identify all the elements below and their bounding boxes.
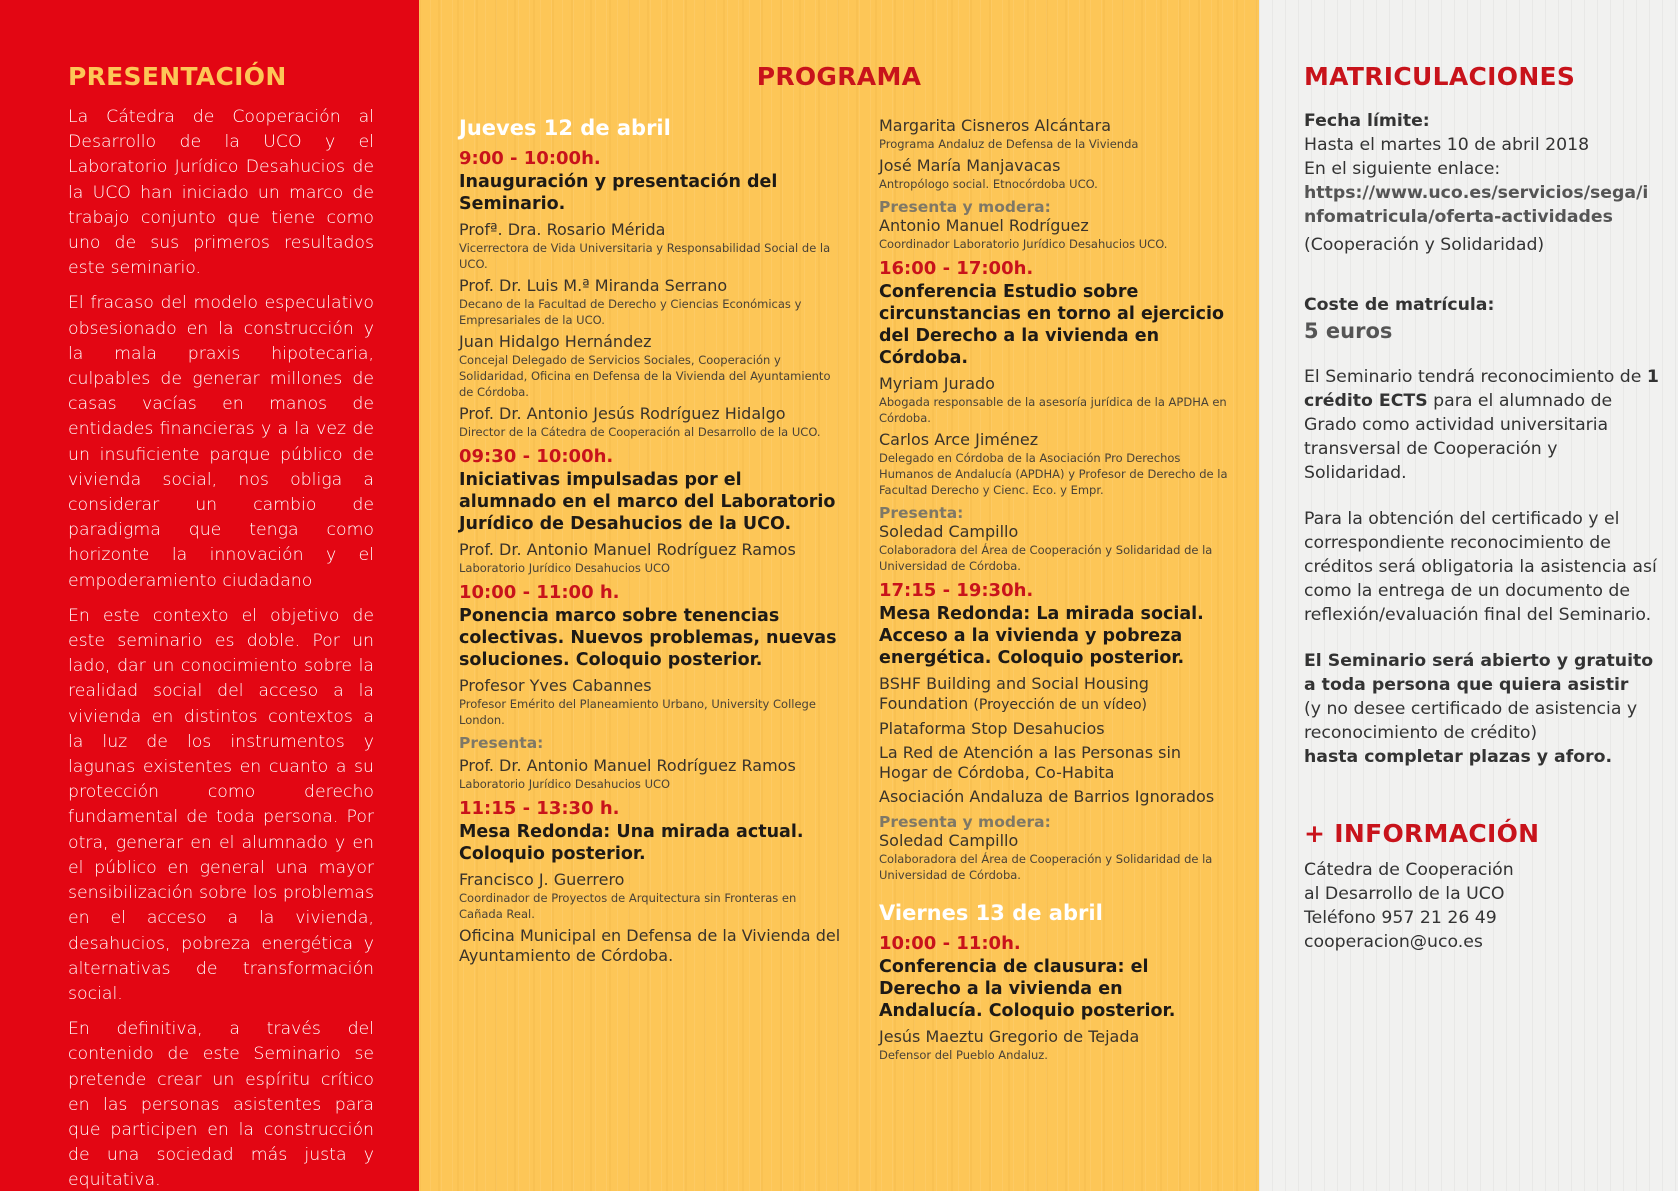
speaker-role: Concejal Delegado de Servicios Sociales, Cooperación y Solidaridad, Oficina en Defensa de la Vivienda del Ayuntamiento de Córdoba.	[459, 353, 831, 399]
presentacion-heading: PRESENTACIÓN	[68, 62, 287, 91]
contact-line: al Desarrollo de la UCO	[1304, 884, 1505, 904]
certificate-info: Para la obtención del certificado y el correspondiente reconocimiento de créditos será obligatoria la asistencia así como la entrega de un documento de reflexión/evaluación final del Seminario.	[1304, 509, 1657, 625]
speaker-name: Profesor Yves Cabannes	[459, 676, 652, 695]
speaker-name: Carlos Arce Jiménez	[879, 430, 1039, 449]
speaker-name: Jesús Maeztu Gregorio de Tejada	[879, 1027, 1140, 1046]
session-title: Ponencia marco sobre tenencias colectivas. Nuevos problemas, nuevas soluciones. Coloquio posterior.	[459, 606, 837, 670]
session-title: Mesa Redonda: Una mirada actual. Coloquio posterior.	[459, 822, 804, 864]
deadline-value: Hasta el martes 10 de abril 2018	[1304, 135, 1590, 155]
informacion-heading: + INFORMACIÓN	[1304, 819, 1540, 848]
speaker-role: Laboratorio Jurídico Desahucios UCO	[459, 561, 671, 575]
speaker-name: Prof. Dr. Antonio Manuel Rodríguez Ramos	[459, 540, 796, 559]
speaker-name: José María Manjavacas	[879, 156, 1061, 175]
programa-column-left	[459, 116, 841, 966]
presentacion-panel	[0, 0, 419, 1191]
session	[879, 580, 1231, 883]
speaker-name: Asociación Andaluza de Barrios Ignorados	[879, 787, 1215, 806]
speaker-role: Profesor Emérito del Planeamiento Urbano, University College London.	[459, 697, 816, 727]
session	[459, 446, 841, 576]
presentacion-paragraph: El fracaso del modelo especulativo obsesionado en la construcción y la mala praxis hipotecaria, culpables de generar millones de casas vacías en manos de entidades financieras y a la vez de un insuficiente parque público de vivienda social, nos obliga a considerar un cambio de paradigma que tenga como horizonte la innovación y el empoderamiento ciudadano	[68, 293, 374, 591]
speaker-role: Coordinador Laboratorio Jurídico Desahucios UCO.	[879, 237, 1168, 251]
credit-text: para el alumnado de Grado como actividad universitaria transversal de Cooperación y Solidaridad.	[1304, 391, 1613, 483]
speaker-role: Antropólogo social. Etnocórdoba UCO.	[879, 177, 1098, 191]
open-seminar-end: hasta completar plazas y aforo.	[1304, 747, 1613, 767]
session-time: 9:00 - 10:00h.	[459, 148, 601, 169]
speaker-name: Plataforma Stop Desahucios	[879, 719, 1105, 738]
credit-amount: 1 crédito ECTS	[1304, 367, 1659, 411]
speaker-name: Oficina Municipal en Defensa de la Vivienda del Ayuntamiento de Córdoba.	[459, 926, 841, 965]
speaker-name: Myriam Jurado	[879, 374, 995, 393]
session-time: 10:00 - 11:00 h.	[459, 582, 620, 603]
speaker-name-text: BSHF Building and Social Housing Foundation	[879, 674, 1149, 713]
presenter-label: Presenta y modera:	[879, 198, 1051, 216]
presentacion-paragraph: En definitiva, a través del contenido de este Seminario se pretende crear un espíritu crítico en las personas asistentes para que participen en la construcción de una sociedad más justa y equitativa.	[68, 1019, 374, 1191]
programa-panel	[419, 0, 1259, 1191]
matriculaciones-heading: MATRICULACIONES	[1304, 62, 1576, 91]
speaker-name: Juan Hidalgo Hernández	[459, 332, 652, 351]
session-title: Inauguración y presentación del Seminario.	[459, 172, 778, 214]
speaker-name	[879, 674, 1231, 715]
session	[879, 933, 1231, 1063]
enrollment-link[interactable]: https://www.uco.es/servicios/sega/infomatricula/oferta-actividades	[1304, 183, 1649, 227]
speaker-name: Soledad Campillo	[879, 522, 1019, 541]
open-seminar-note: (y no desee certificado de asistencia y reconocimiento de crédito)	[1304, 699, 1638, 743]
session-time: 16:00 - 17:00h.	[879, 258, 1034, 279]
presentacion-paragraph: La Cátedra de Cooperación al Desarrollo de la UCO y el Laboratorio Jurídico Desahucios de la UCO han iniciado un marco de trabajo conjunto que tiene como uno de sus primeros resultados este seminario.	[68, 107, 374, 279]
session-time: 09:30 - 10:00h.	[459, 446, 614, 467]
programa-heading: PROGRAMA	[756, 62, 922, 91]
speaker-role: Programa Andaluz de Defensa de la Vivienda	[879, 137, 1139, 151]
deadline-label: Fecha límite:	[1304, 111, 1430, 131]
speaker-name: Prof. Dr. Antonio Jesús Rodríguez Hidalgo	[459, 404, 786, 423]
speaker-role: Defensor del Pueblo Andaluz.	[879, 1048, 1048, 1062]
contact-line: Cátedra de Cooperación	[1304, 860, 1514, 880]
speaker-role: Director de la Cátedra de Cooperación al Desarrollo de la UCO.	[459, 425, 821, 439]
speaker-name: Profª. Dra. Rosario Mérida	[459, 220, 666, 239]
session-title: Mesa Redonda: La mirada social. Acceso a la vivienda y pobreza energética. Coloquio posterior.	[879, 604, 1204, 668]
link-note: (Cooperación y Solidaridad)	[1304, 235, 1545, 255]
speaker-role: Colaboradora del Área de Cooperación y Solidaridad de la Universidad de Córdoba.	[879, 543, 1213, 573]
speaker-name: La Red de Atención a las Personas sin Hogar de Córdoba, Co-Habita	[879, 743, 1182, 782]
session-time: 10:00 - 11:0h.	[879, 933, 1021, 954]
contact-email[interactable]: cooperacion@uco.es	[1304, 932, 1483, 952]
presenter-label: Presenta:	[879, 504, 964, 522]
presentacion-paragraph: En este contexto el objetivo de este seminario es doble. Por un lado, dar un conocimiento sobre la realidad social del acceso a la vivienda en distintos contextos a la luz de los instrumentos y lagunas existentes en cuanto a su protección como derecho fundamental de toda persona. Por otra, generar en el alumnado y en el público en general una mayor sensibilización sobre los problemas en el acceso a la vivienda, desahucios, pobreza energética y alternativas de transformación social.	[68, 605, 374, 1004]
fee-label: Coste de matrícula:	[1304, 295, 1495, 315]
speaker-name: Antonio Manuel Rodríguez	[879, 216, 1089, 235]
programa-column-right	[879, 116, 1231, 1063]
credit-info	[1304, 365, 1660, 485]
speaker-name: Francisco J. Guerrero	[459, 870, 625, 889]
session-title: Conferencia de clausura: el Derecho a la vivienda en Andalucía. Coloquio posterior.	[879, 957, 1176, 1021]
session-title: Conferencia Estudio sobre circunstancias en torno al ejercicio del Derecho a la vivienda en Córdoba.	[879, 282, 1225, 368]
session-continued	[879, 116, 1231, 252]
speaker-name: Prof. Dr. Antonio Manuel Rodríguez Ramos	[459, 756, 796, 775]
session-title: Iniciativas impulsadas por el alumnado en el marco del Laboratorio Jurídico de Desahucios de la UCO.	[459, 470, 836, 534]
speaker-name: Margarita Cisneros Alcántara	[879, 116, 1112, 135]
speaker-role: Vicerrectora de Vida Universitaria y Responsabilidad Social de la UCO.	[459, 241, 831, 271]
session	[459, 148, 841, 440]
speaker-role: Decano de la Facultad de Derecho y Ciencias Económicas y Empresariales de la UCO.	[459, 297, 802, 327]
presenter-label: Presenta:	[459, 734, 544, 752]
presenter-label: Presenta y modera:	[879, 813, 1051, 831]
credit-text: El Seminario tendrá reconocimiento de	[1304, 367, 1647, 387]
contact-phone: Teléfono 957 21 26 49	[1304, 908, 1497, 928]
matriculaciones-panel	[1259, 0, 1678, 1191]
day-heading: Jueves 12 de abril	[459, 116, 671, 140]
session-time: 11:15 - 13:30 h.	[459, 798, 620, 819]
speaker-name: Prof. Dr. Luis M.ª Miranda Serrano	[459, 276, 728, 295]
link-label: En el siguiente enlace:	[1304, 159, 1501, 179]
session	[459, 582, 841, 792]
speaker-role: Laboratorio Jurídico Desahucios UCO	[459, 777, 671, 791]
speaker-role: Coordinador de Proyectos de Arquitectura sin Fronteras en Cañada Real.	[459, 891, 797, 921]
speaker-role: Colaboradora del Área de Cooperación y Solidaridad de la Universidad de Córdoba.	[879, 852, 1213, 882]
session-time: 17:15 - 19:30h.	[879, 580, 1034, 601]
fee-value: 5 euros	[1304, 319, 1393, 343]
open-seminar-text: El Seminario será abierto y gratuito a toda persona que quiera asistir	[1304, 651, 1654, 695]
speaker-name: Soledad Campillo	[879, 831, 1019, 850]
session	[879, 258, 1231, 574]
speaker-role: Delegado en Córdoba de la Asociación Pro Derechos Humanos de Andalucía (APDHA) y Profesor de Derecho de la Facultad Derecho y Cienc. Eco. y Empr.	[879, 451, 1228, 497]
day-heading: Viernes 13 de abril	[879, 901, 1103, 925]
session	[459, 798, 841, 966]
speaker-role: Abogada responsable de la asesoría jurídica de la APDHA en Córdoba.	[879, 395, 1227, 425]
speaker-note: (Proyección de un vídeo)	[973, 697, 1147, 713]
